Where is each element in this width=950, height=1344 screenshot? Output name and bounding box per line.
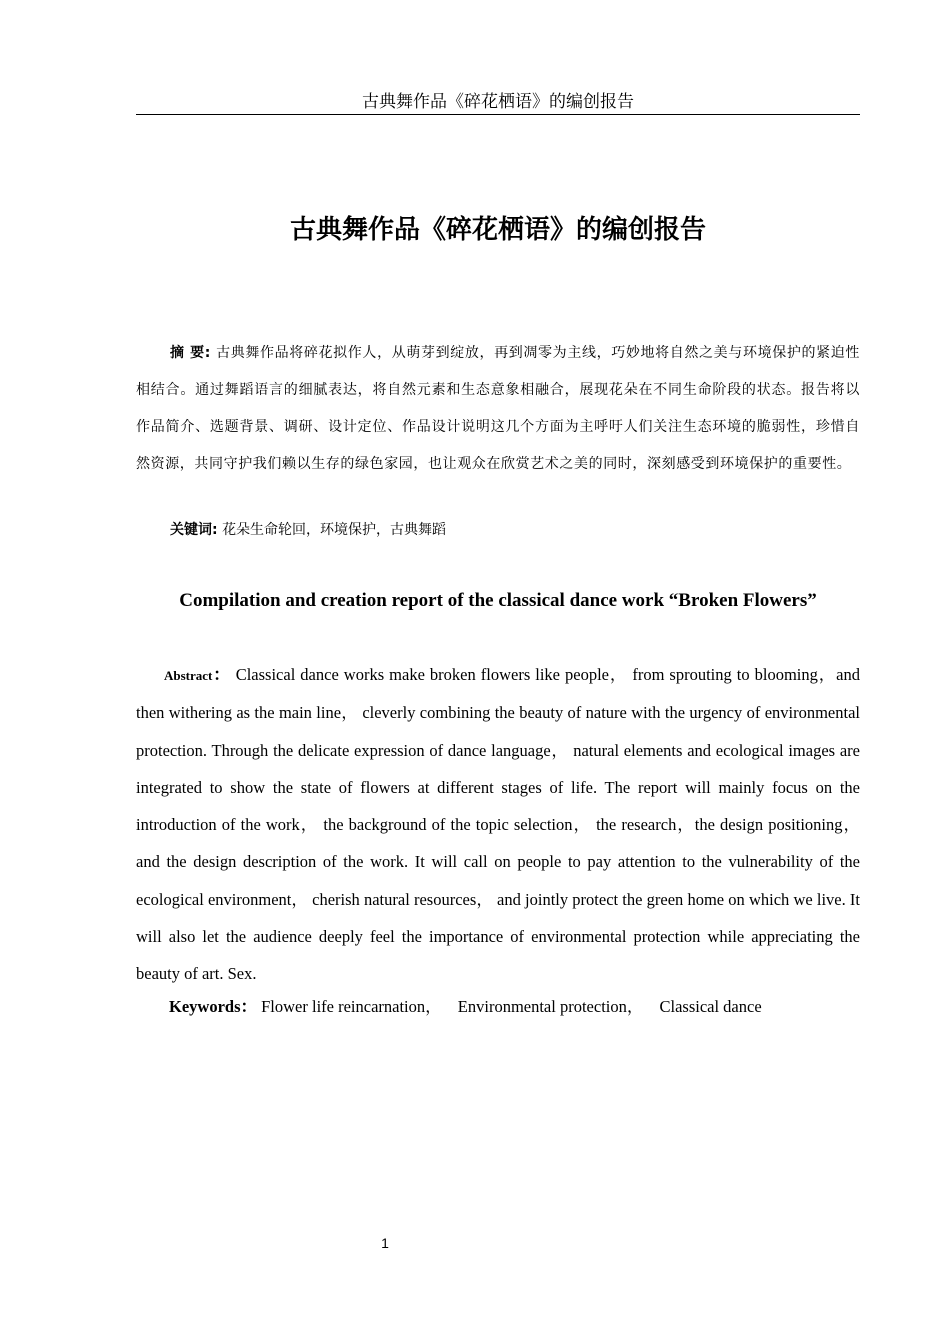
english-keyword-item: Flower life reincarnation， <box>261 997 442 1016</box>
chinese-abstract-label: 摘 要: <box>170 345 211 361</box>
english-title: Compilation and creation report of the classical dance work “Broken Flowers” <box>179 590 817 611</box>
running-header: 古典舞作品《碎花栖语》的编创报告 <box>136 90 860 115</box>
chinese-title: 古典舞作品《碎花栖语》的编创报告 <box>289 215 706 245</box>
english-keyword-item: Classical dance <box>659 997 762 1016</box>
chinese-abstract <box>136 335 860 483</box>
chinese-keywords-label: 关键词: <box>170 522 218 538</box>
chinese-keywords-text: 花朵生命轮回，环境保护，古典舞蹈 <box>222 522 447 538</box>
chinese-abstract-text: 古典舞作品将碎花拟作人，从萌芽到绽放，再到凋零为主线，巧妙地将自然之美与环境保护的紧迫性相结合。通过舞蹈语言的细腻表达，将自然元素和生态意象相融合，展现花朵在不同生命阶段的状态。报告将以作品简介、选题背景、调研、设计定位、作品设计说明这几个方面为主呼吁人们关注生态环境的脆弱性，珍惜自然资源，共同守护我们赖以生存的绿色家园，也让观众在欣赏艺术之美的同时，深刻感受到环境保护的重要性。 <box>136 345 860 472</box>
english-keyword-item: Environmental protection， <box>457 997 644 1016</box>
english-keywords <box>169 993 859 1021</box>
english-abstract-label: Abstract <box>164 668 213 683</box>
english-abstract-text: Classical dance works make broken flowers like people， from sprouting to blooming，and then withering as the main line， cleverly combining the beauty of nature with the urgency of environmental protection. Through the delicate expression of dance language， natural elements and ecological images are integrated to show the state of flowers at different stages of life. The report will mainly focus on the introduction of the work， the background of the topic selection， the research，the design positioning， and the design description of the work. It will call on people to pay attention to the vulnerability of the ecological environment， cherish natural resources， and jointly protect the green home on which we live. It will also let the audience deeply feel the importance of environmental protection while appreciating the beauty of art. Sex. <box>136 665 861 984</box>
english-keywords-label: Keywords： <box>169 997 257 1016</box>
chinese-keywords <box>170 515 860 545</box>
page-number: 1 <box>381 1235 389 1251</box>
english-abstract-colon: ： <box>212 665 231 684</box>
english-abstract <box>136 656 860 993</box>
